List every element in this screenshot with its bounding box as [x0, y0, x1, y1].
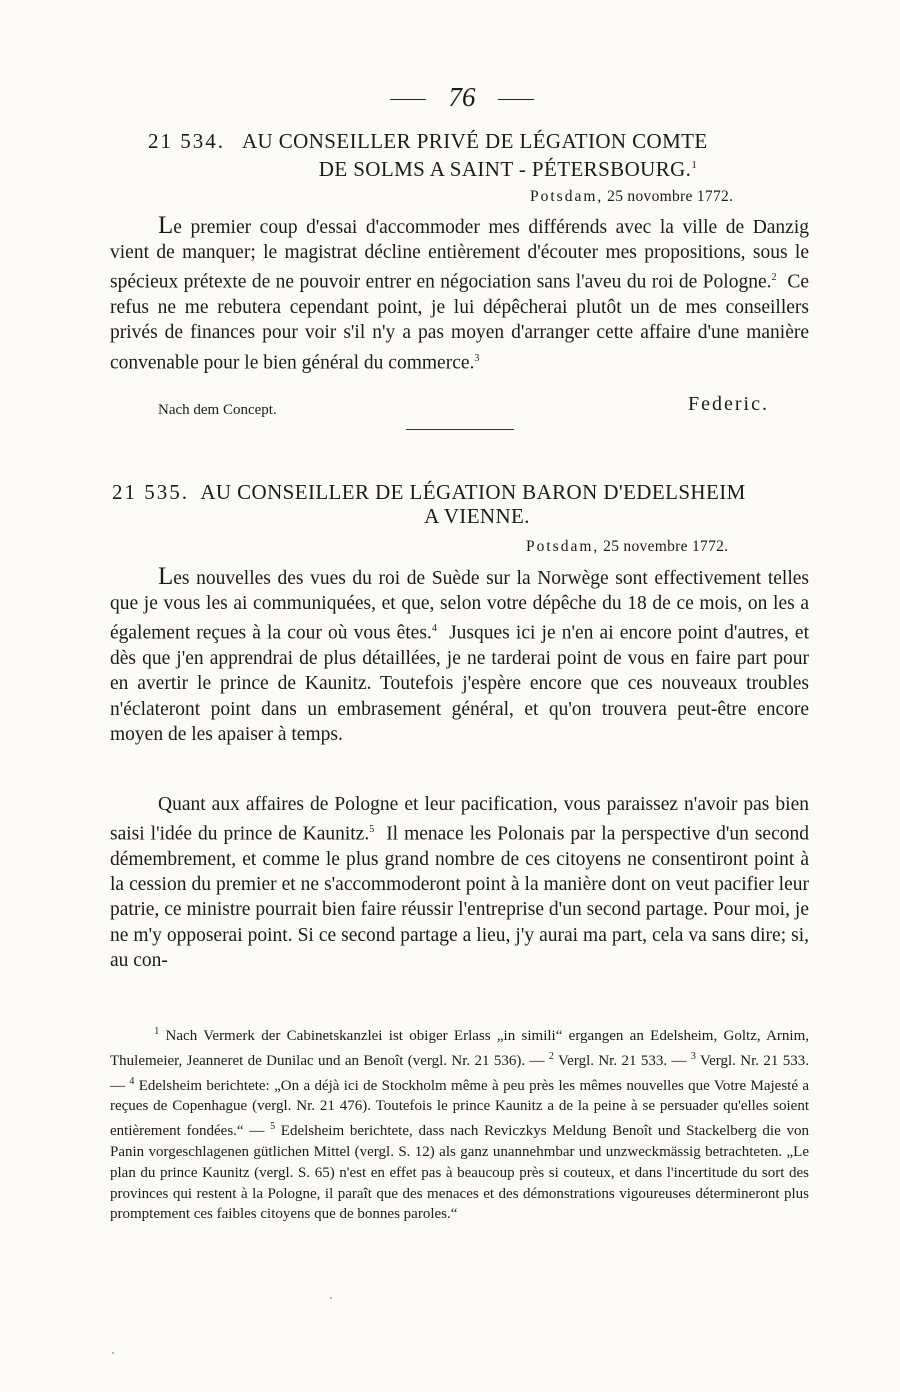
footnote-mark: 5: [270, 1121, 276, 1133]
paper-speck: [112, 1352, 114, 1354]
initial-letter: L: [158, 563, 174, 590]
place-date-21535: [526, 537, 728, 557]
place-date-21534: [530, 187, 733, 207]
letter-number: 21 534.: [148, 129, 225, 153]
footnote-2: Vergl. Nr. 21 533. —: [558, 1052, 687, 1069]
footnote-mark: 4: [129, 1075, 135, 1087]
letter-title-line1: AU CONSEILLER DE LÉGATION BARON D'EDELSHEIM: [200, 480, 746, 504]
page-header: [0, 80, 900, 114]
header-dash-left: [390, 99, 426, 100]
source-note: Nach dem Concept.: [158, 402, 277, 418]
signature: Federic.: [688, 393, 769, 415]
letter-title-line1: AU CONSEILLER PRIVÉ DE LÉGATION COMTE: [241, 129, 708, 153]
page-number: 76: [448, 82, 476, 112]
letter-body-21535-p2: Quant aux affaires de Pologne et leur pacification, vous paraissez n'avoir pas bien saisi l'idée du prince de Kaunitz.$^5$ Il menace les Polonais par la perspective d'un second démembrement, et comme le plus grand nombre de ces citoyens ne consentiront point à la cession du premier et ne s'accommoderont point à la manière dont on veut pacifier leur patrie, ce ministre pourrait bien faire réussir l'entreprise d'un second partage. Pour moi, je ne m'y opposerai point. Si ce second partage a lieu, j'y aurai ma part, cela va sans dire; si, au con-: [110, 794, 809, 971]
letter-title-21535: [112, 480, 812, 528]
letter-title-line2: DE SOLMS A SAINT - PÉTERSBOURG.$^1$: [318, 157, 698, 181]
footnotes: [110, 1022, 809, 1225]
letter-body-21535-p1: Les nouvelles des vues du roi de Suède sur la Norwège sont effectivement telles que je vous les ai communiquées, et que, selon votre dépêche du 18 de ce mois, on les a également reçues à la cour où vous êtes.$^4$ Jusques ici je n'en ai encore point d'autres, et dès que j'en apprendrai de plus détaillées, je ne tarderai point de vous en faire part pour en avertir le prince de Kaunitz. Toutefois j'espère encore que ces nouveaux troubles n'éclateront point dans un embrasement général, et qu'on trouvera peut-être encore moyen de les apaiser à temps.: [110, 563, 810, 745]
header-dash-right: [498, 99, 534, 100]
section-divider: [406, 429, 514, 430]
footnote-ref-4: 4: [431, 623, 437, 635]
footnote-mark: 3: [690, 1050, 696, 1062]
footnote-mark: 2: [548, 1050, 554, 1062]
letter-body-21534: Le premier coup d'essai d'accommoder mes différends avec la ville de Danzig vient de manquer; le magistrat décline entièrement d'écouter mes propositions, sous le spécieux prétexte de ne pouvoir entrer en négociation sans l'aveu du roi de Pologne.$^2$ Ce refus ne me rebutera cependant point, je lui dépêcherai plutôt un de mes conseillers privés de finances pour voir s'il n'y a pas moyen d'arranger cette affaire d'une manière convenable pour le bien général du commerce.$^3$: [110, 212, 809, 374]
letter-number: 21 535.: [112, 480, 189, 504]
letter-title-line2: A VIENNE.: [424, 504, 530, 528]
footnote-4: Edelsheim berichtete: „On a déjà ici de Stockholm même à peu près les mêmes nouvelles que Votre Majesté a reçues de Copenhague (vergl. Nr. 21 476). Toutefois le prince Kaunitz a de la peine à se persuader qu'elles soient entièrement fondées.“ —: [110, 1077, 810, 1140]
footnote-3: Vergl. Nr. 21 533. —: [110, 1052, 810, 1094]
footnote-ref-2: 2: [771, 272, 777, 284]
paper-speck: [330, 1297, 332, 1299]
footnote-ref-3: 3: [474, 352, 480, 364]
initial-letter: L: [158, 212, 174, 239]
footnote-ref-5: 5: [369, 824, 375, 836]
place: Potsdam,: [530, 188, 604, 205]
letter-title-21534: [148, 129, 808, 181]
date: 25 novembre 1772.: [603, 538, 729, 555]
footnote-1: Nach Vermerk der Cabinetskanzlei ist obiger Erlass „in simili“ ergangen an Edelsheim, Goltz, Arnim, Thulemeier, Jeanneret de Dunilac und an Benoît (vergl. Nr. 21 536). —: [110, 1028, 810, 1069]
place: Potsdam,: [526, 538, 600, 555]
footnote-mark: 1: [154, 1026, 160, 1037]
footnote-ref-1: 1: [691, 159, 698, 171]
footnote-5: Edelsheim berichtete, dass nach Reviczkys Meldung Benoît und Stackelberg die von Panin vorgeschlagenen gütlichen Mittel (vergl. S. 12) als ganz unannehmbar und unzweckmässig betrachteten. „Le plan du prince Kaunitz (vergl. S. 65) n'est en effet pas à beaucoup près si couteux, et dans l'incertitude du sort des provinces qui restent à la Pologne, il paraît que des menaces et des démonstrations vigoureuses détermineront plus promptement ces faibles citoyens que de bonnes paroles.“: [110, 1123, 809, 1223]
date: 25 novombre 1772.: [607, 188, 734, 205]
